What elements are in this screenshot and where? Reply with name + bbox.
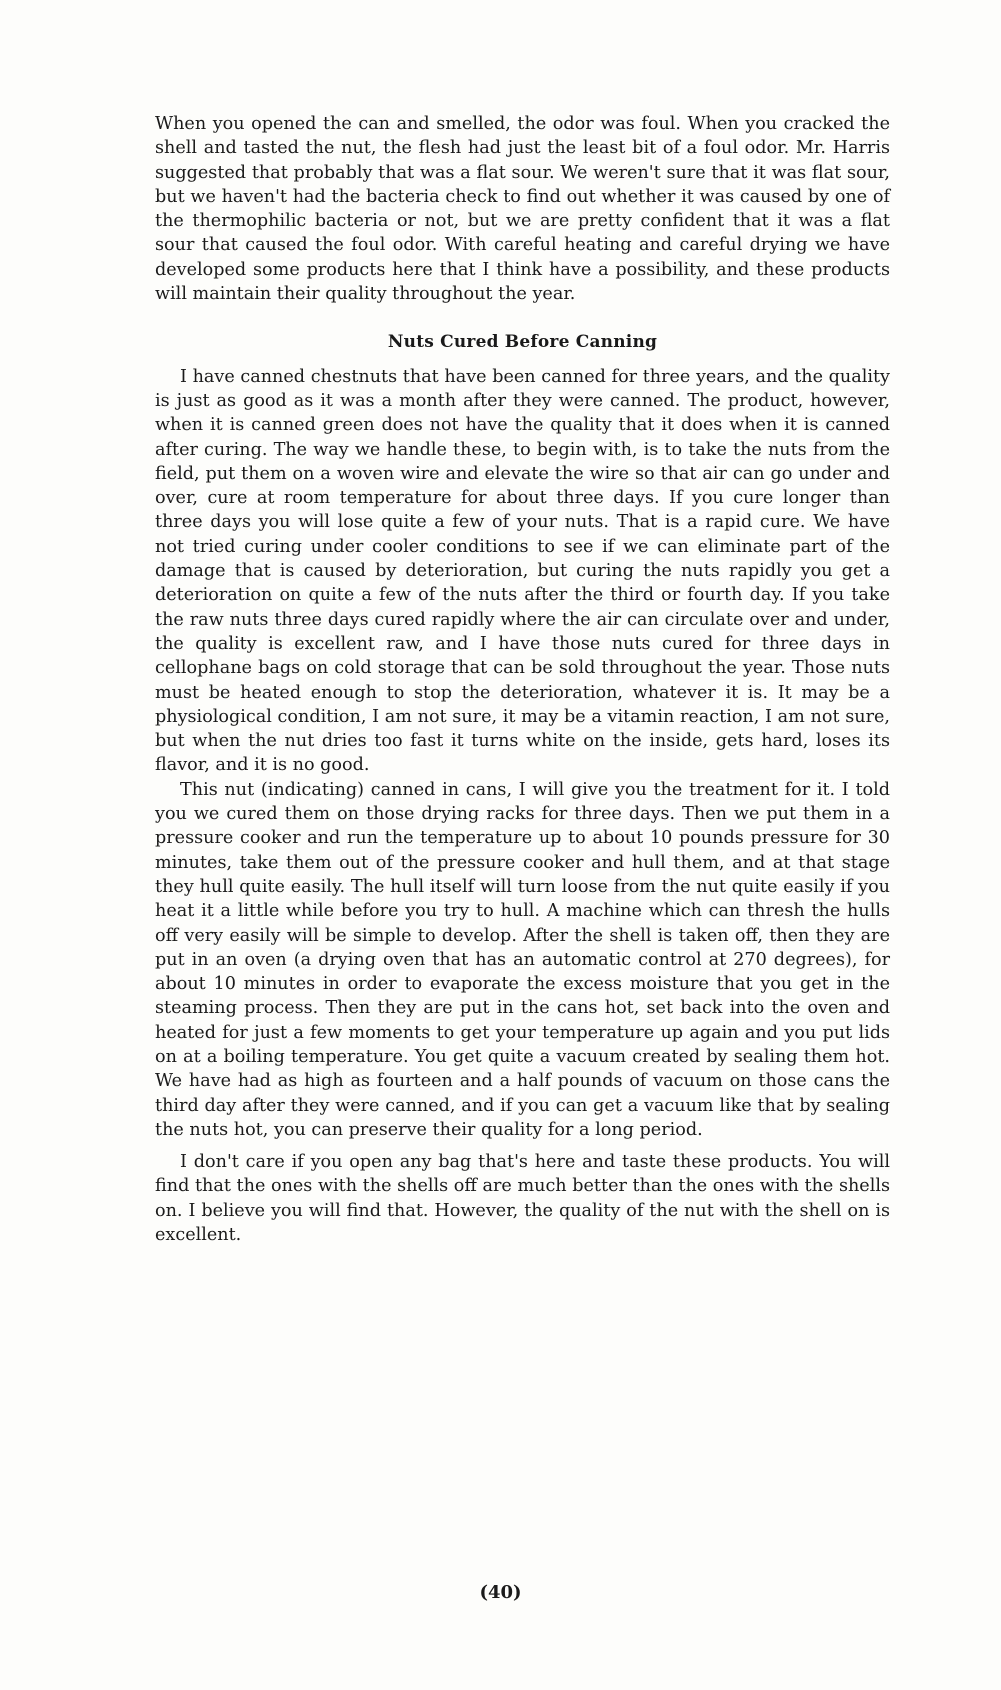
page-number: (40) [479,1582,522,1603]
paragraph-intro: When you opened the can and smelled, the odor was foul. When you cracked the shell and tasted the nut, the flesh had just the least bit of a foul odor. Mr. Harris suggested that probably that was a flat sour. We weren't sure that it was flat sour, but we haven't had the bacteria check to find out whether it was caused by one of the thermophilic bacteria or not, but we are pretty confident that it was a flat sour that caused the foul odor. With careful heating and careful drying we have developed some products here that I think have a possibility, and these products will maintain their quality throughout the year. [155,114,890,305]
section-heading: Nuts Cured Before Canning [387,332,658,353]
paragraph-gap [155,1142,890,1150]
paragraph-treatment: This nut (indicating) canned in cans, I will give you the treatment for it. I told you we cured them on those drying racks for three days. Then we put them in a pressure cooker and run the temperature up to about 10 pounds pressure for 30 minutes, take them out of the pressure cooker and hull them, and at that stage they hull quite easily. The hull itself will turn loose from the nut quite easily if you heat it a little while before you try to hull. A machine which can thresh the hulls off very easily will be simple to develop. After the shell is taken off, then they are put in an oven (a drying oven that has an automatic control at 270 degrees), for about 10 minutes in order to evaporate the excess moisture that you get in the steaming process. Then they are put in the cans hot, set back into the oven and heated for just a few moments to get your temperature up again and you put lids on at a boiling temperature. You get quite a vacuum created by sealing them hot. We have had as high as fourteen and a half pounds of vacuum on those cans the third day after they were canned, and if you can get a vacuum like that by sealing the nuts hot, you can preserve their quality for a long period. [155,779,890,1140]
page-body [155,112,890,1247]
paragraph-curing: I have canned chestnuts that have been canned for three years, and the quality is just as good as it was a month after they were canned. The product, however, when it is canned green does not have the quality that it does when it is canned after curing. The way we handle these, to begin with, is to take the nuts from the field, put them on a woven wire and elevate the wire so that air can go under and over, cure at room temperature for about three days. If you cure longer than three days you will lose quite a few of your nuts. That is a rapid cure. We have not tried curing under cooler conditions to see if we can eliminate part of the damage that is caused by deterioration, but curing the nuts rapidly you get a deterioration on quite a few of the nuts after the third or fourth day. If you take the raw nuts three days cured rapidly where the air can circulate over and under, the quality is excellent raw, and I have those nuts cured for three days in cellophane bags on cold storage that can be sold throughout the year. Those nuts must be heated enough to stop the deterioration, whatever it is. It may be a physiological condition, I am not sure, it may be a vitamin reaction, I am not sure, but when the nut dries too fast it turns white on the inside, gets hard, loses its flavor, and it is no good. [155,366,890,776]
paragraph-closing: I don't care if you open any bag that's here and taste these products. You will find that the ones with the shells off are much better than the ones with the shells on. I believe you will find that. However, the quality of the nut with the shell on is excellent. [155,1152,890,1246]
